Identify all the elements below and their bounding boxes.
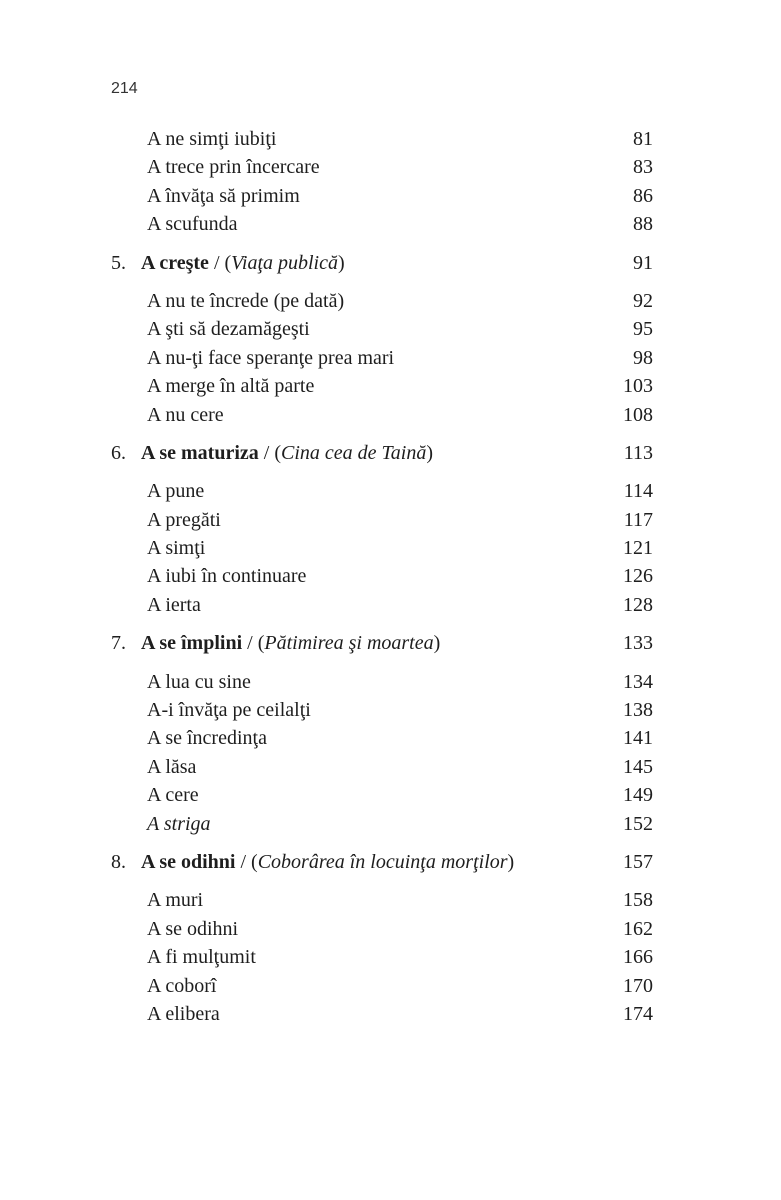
page-ref: 138 <box>623 699 653 722</box>
entry-label: A învăţa să primim <box>147 184 300 207</box>
toc-entry[interactable] <box>111 506 653 534</box>
dot-leader <box>240 229 631 230</box>
dot-leader <box>313 715 621 716</box>
page-ref: 145 <box>623 755 653 778</box>
table-of-contents <box>111 125 653 1028</box>
entry-label: A elibera <box>147 1002 220 1025</box>
chapter-number: 7. <box>111 632 126 655</box>
entry-label: A-i învăţa pe ceilalţi <box>147 699 311 722</box>
entry-label: A simţi <box>147 537 206 560</box>
toc-entry[interactable] <box>111 182 653 210</box>
toc-entry[interactable] <box>111 153 653 181</box>
toc-entry[interactable] <box>111 315 653 343</box>
toc-entry[interactable] <box>111 1000 653 1028</box>
page-ref: 86 <box>633 184 653 207</box>
page-ref: 158 <box>623 889 653 912</box>
page-ref: 157 <box>623 850 653 873</box>
page-ref: 83 <box>633 156 653 179</box>
dot-leader <box>442 648 621 649</box>
entry-label: A nu cere <box>147 403 224 426</box>
dot-leader <box>240 934 621 935</box>
dot-leader <box>201 800 621 801</box>
toc-entry[interactable] <box>111 477 653 505</box>
toc-entry[interactable] <box>111 125 653 153</box>
toc-chapter[interactable] <box>111 848 653 876</box>
dot-leader <box>312 334 631 335</box>
chapter-number: 5. <box>111 251 126 274</box>
chapter-title: A se odihni <box>141 850 236 873</box>
chapter-subtitle: Coborârea în locuinţa morţilor <box>257 850 508 873</box>
dot-leader <box>396 363 631 364</box>
page-ref: 134 <box>623 670 653 693</box>
dot-leader <box>269 743 621 744</box>
toc-entry[interactable] <box>111 810 653 838</box>
dot-leader <box>203 610 621 611</box>
entry-label: A trece prin încercare <box>147 156 320 179</box>
page-ref: 152 <box>623 812 653 835</box>
chapter-number: 6. <box>111 441 126 464</box>
page-ref: 81 <box>633 128 653 150</box>
dot-leader <box>218 991 621 992</box>
toc-entry[interactable] <box>111 696 653 724</box>
page-ref: 166 <box>623 946 653 969</box>
page-ref: 121 <box>623 537 653 560</box>
entry-label: A lăsa <box>147 755 197 778</box>
chapter-label: A se odihni / (Coborârea în locuinţa morţilor) <box>141 850 515 873</box>
toc-chapter[interactable] <box>111 249 653 277</box>
toc-entry[interactable] <box>111 724 653 752</box>
entry-label: A scufunda <box>147 213 238 236</box>
toc-entry[interactable] <box>111 591 653 619</box>
chapter-label: A creşte / (Viaţa publică) <box>141 251 345 274</box>
dot-leader <box>435 458 622 459</box>
page-ref: 114 <box>623 480 653 503</box>
toc-entry[interactable] <box>111 668 653 696</box>
page-ref: 92 <box>633 289 653 312</box>
page-ref: 95 <box>633 318 653 341</box>
toc-entry[interactable] <box>111 534 653 562</box>
chapter-label: A se împlini / (Pătimirea şi moartea) <box>141 632 441 655</box>
entry-label: A pune <box>147 480 205 503</box>
entry-label: A muri <box>147 889 204 912</box>
entry-label: A se încredinţa <box>147 727 267 750</box>
toc-entry[interactable] <box>111 344 653 372</box>
dot-leader <box>322 172 631 173</box>
page-ref: 141 <box>623 727 653 750</box>
dot-leader <box>223 525 622 526</box>
page-ref: 88 <box>633 213 653 236</box>
dot-leader <box>258 962 621 963</box>
page-number: 214 <box>111 80 138 97</box>
dot-leader <box>205 905 621 906</box>
dot-leader <box>213 829 621 830</box>
dot-leader <box>222 1019 621 1020</box>
chapter-title: A se împlini <box>141 632 243 655</box>
entry-label: A ne simţi iubiţi <box>147 128 277 150</box>
chapter-title: A se maturiza <box>141 441 259 464</box>
page-ref: 113 <box>623 441 653 464</box>
entry-label: A coborî <box>147 974 217 997</box>
entry-label: A nu-ţi face speranţe prea mari <box>147 346 395 369</box>
page-ref: 117 <box>623 508 653 531</box>
entry-label: A iubi în continuare <box>147 565 307 588</box>
chapter-subtitle: Viaţa publică <box>231 251 338 274</box>
page-ref: 126 <box>623 565 653 588</box>
entry-label: A ierta <box>147 593 201 616</box>
dot-leader <box>226 420 621 421</box>
toc-entry[interactable] <box>111 915 653 943</box>
dot-leader <box>516 867 621 868</box>
page-ref: 91 <box>633 251 653 274</box>
toc-entry[interactable] <box>111 372 653 400</box>
dot-leader <box>302 201 631 202</box>
toc-entry[interactable] <box>111 210 653 238</box>
chapter-subtitle: Pătimirea şi moartea <box>264 632 434 655</box>
page-ref: 128 <box>623 593 653 616</box>
entry-label: A fi mulţumit <box>147 946 256 969</box>
entry-label: A şti să dezamăgeşti <box>147 318 310 341</box>
toc-entry[interactable] <box>111 401 653 429</box>
page-ref: 108 <box>623 403 653 426</box>
toc-entry[interactable] <box>111 287 653 315</box>
page-ref: 174 <box>623 1002 653 1025</box>
page-ref: 103 <box>623 375 653 398</box>
dot-leader <box>316 391 621 392</box>
entry-label <box>147 810 211 838</box>
dot-leader <box>207 553 621 554</box>
toc-entry[interactable] <box>111 943 653 971</box>
page-ref: 149 <box>623 784 653 807</box>
page-ref: 98 <box>633 346 653 369</box>
toc-entry[interactable] <box>111 972 653 1000</box>
toc-entry[interactable] <box>111 886 653 914</box>
toc-chapter[interactable] <box>111 629 653 657</box>
chapter-subtitle: Cina cea de Taină <box>280 441 427 464</box>
chapter-title: A creşte <box>141 251 209 274</box>
dot-leader <box>308 581 621 582</box>
dot-leader <box>346 306 631 307</box>
toc-entry[interactable] <box>111 753 653 781</box>
chapter-number: 8. <box>111 850 126 873</box>
entry-label: A pregăti <box>147 508 221 531</box>
chapter-label: A se maturiza / (Cina cea de Taină) <box>141 441 434 464</box>
page-ref: 170 <box>623 974 653 997</box>
toc-chapter[interactable] <box>111 439 653 467</box>
dot-leader <box>206 496 622 497</box>
toc-entry[interactable] <box>111 562 653 590</box>
entry-label: A merge în altă parte <box>147 375 315 398</box>
dot-leader <box>253 687 621 688</box>
entry-label: A se odihni <box>147 917 239 940</box>
dot-leader <box>347 268 631 269</box>
entry-label: A lua cu sine <box>147 670 251 693</box>
dot-leader <box>198 772 621 773</box>
dot-leader <box>278 144 631 145</box>
toc-entry[interactable] <box>111 781 653 809</box>
page-ref: 133 <box>623 632 653 655</box>
page-ref: 162 <box>623 917 653 940</box>
entry-label-italic: A striga <box>147 812 211 835</box>
entry-label: A nu te încrede (pe dată) <box>147 289 345 312</box>
entry-label: A cere <box>147 784 199 807</box>
